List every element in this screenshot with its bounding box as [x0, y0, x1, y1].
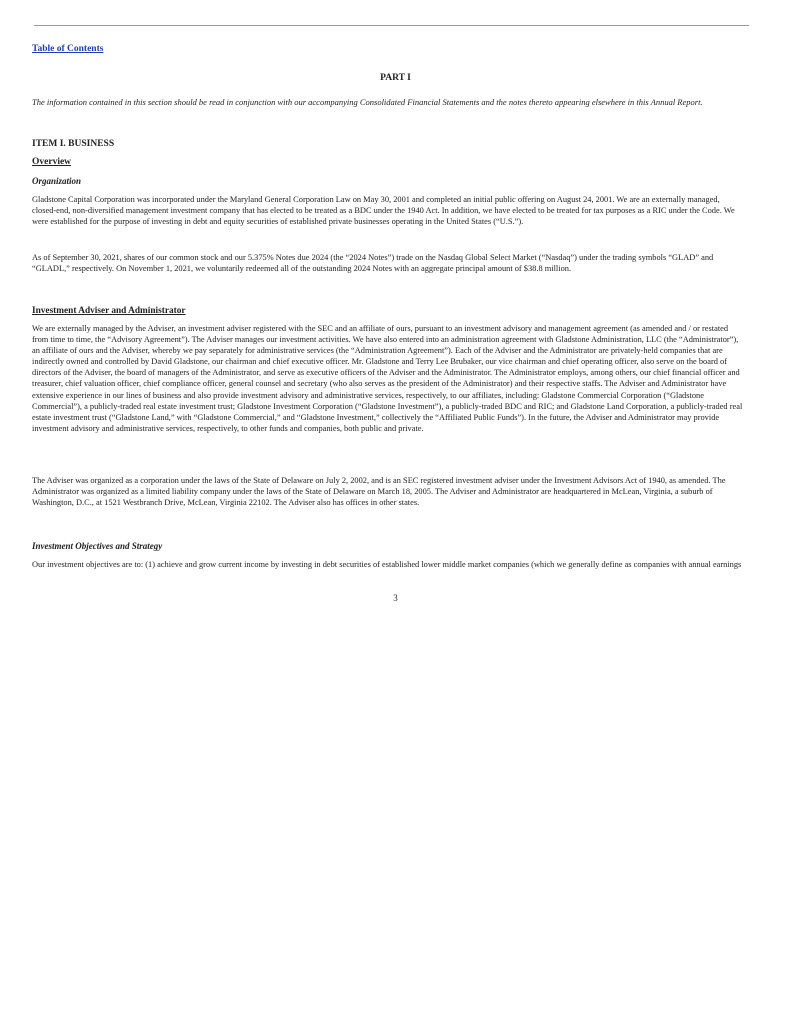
strategy-paragraph-1: Our investment objectives are to: (1) achieve and grow current income by investing in debt securities of established lower middle market companies (which we generally define as companies with annual earnings	[32, 560, 742, 569]
overview-heading: Overview	[32, 157, 72, 167]
organization-paragraph-1: Gladstone Capital Corporation was incorporated under the Maryland General Corporation Law on May 30, 2001 and completed an initial public offering on August 24, 2001. We are an externally managed, closed-end, non-diversified management investment company that has elected to be treated as a BDC under the 1940 Act. In addition, we have elected to be treated for tax purposes as a RIC under the Code. We were established for the purpose of investing in debt and equity securities of established private businesses operating in the United States (“U.S.”).	[32, 195, 735, 227]
adviser-paragraph-1: We are externally managed by the Adviser, an investment adviser registered with the SEC and an affiliate of ours, pursuant to an investment advisory and management agreement (as amended and / or restated from time to time, the “Advisory Agreement”). The Adviser manages our investment activities. We have also entered into an administration agreement with Gladstone Administration, LLC (the “Administrator”), an affiliate of ours and the Adviser, whereby we pay separately for administrative services (the “Administration Agreement”). Each of the Adviser and the Administrator are privately-held companies that are indirectly owned and controlled by David Gladstone, our chairman and chief executive officer. Mr. Gladstone and Terry Lee Brubaker, our vice chairman and chief operating officer, also serve on the board of directors of the Adviser, the board of managers of the Administrator, and serve as executive officers of the Adviser and the Administrator. The Administrator employs, among others, our chief financial officer and treasurer, chief valuation officer, chief compliance officer, general counsel and secretary (who also serves as the president of the Administrator) and their respective staffs. The Adviser and Administrator have extensive experience in our lines of business and also provide investment advisory and administrative services, respectively, to our affiliates, including: Gladstone Commercial Corporation (“Gladstone Commercial”), a publicly-traded real estate investment trust; Gladstone Investment Corporation (“Gladstone Investment”), a publicly-traded BDC and RIC; and Gladstone Land Corporation, a publicly-traded real estate investment trust (“Gladstone Land,” with “Gladstone Commercial,” and “Gladstone Investment,” collectively the “Affiliated Public Funds”). In the future, the Adviser and Administrator may provide investment advisory and administrative services, respectively, to other funds and companies, both public and private.	[32, 324, 743, 433]
organization-heading: Organization	[32, 176, 82, 186]
organization-paragraph-2: As of September 30, 2021, shares of our common stock and our 5.375% Notes due 2024 (the “2024 Notes”) trade on the Nasdaq Global Select Market (“Nasdaq”) under the trading symbols “GLAD” and “GLADL,” respectively. On November 1, 2021, we voluntarily redeemed all of the outstanding 2024 Notes with an aggregate principal amount of $38.8 million.	[32, 253, 714, 274]
item-title: ITEM I. BUSINESS	[32, 139, 115, 149]
adviser-paragraph-2: The Adviser was organized as a corporation under the laws of the State of Delaware on July 2, 2002, and is an SEC registered investment adviser under the Investment Advisors Act of 1940, as amended. The Administrator was organized as a limited liability company under the laws of the State of Delaware on March 18, 2005. The Adviser and Administrator are headquartered in McLean, Virginia, a suburb of Washington, D.C., at 1521 Westbranch Drive, McLean, Virginia 22102. The Adviser also has offices in other states.	[32, 476, 726, 508]
page-number: 3	[393, 593, 398, 603]
table-of-contents-link[interactable]: Table of Contents	[32, 44, 104, 54]
strategy-heading: Investment Objectives and Strategy	[32, 541, 163, 551]
part-title: PART I	[380, 73, 411, 83]
adviser-heading: Investment Adviser and Administrator	[32, 306, 186, 316]
intro-text: The information contained in this section should be read in conjunction with our accompanying Consolidated Financial Statements and the notes thereto appearing elsewhere in this Annual Report.	[32, 97, 703, 107]
top-divider	[34, 25, 749, 26]
